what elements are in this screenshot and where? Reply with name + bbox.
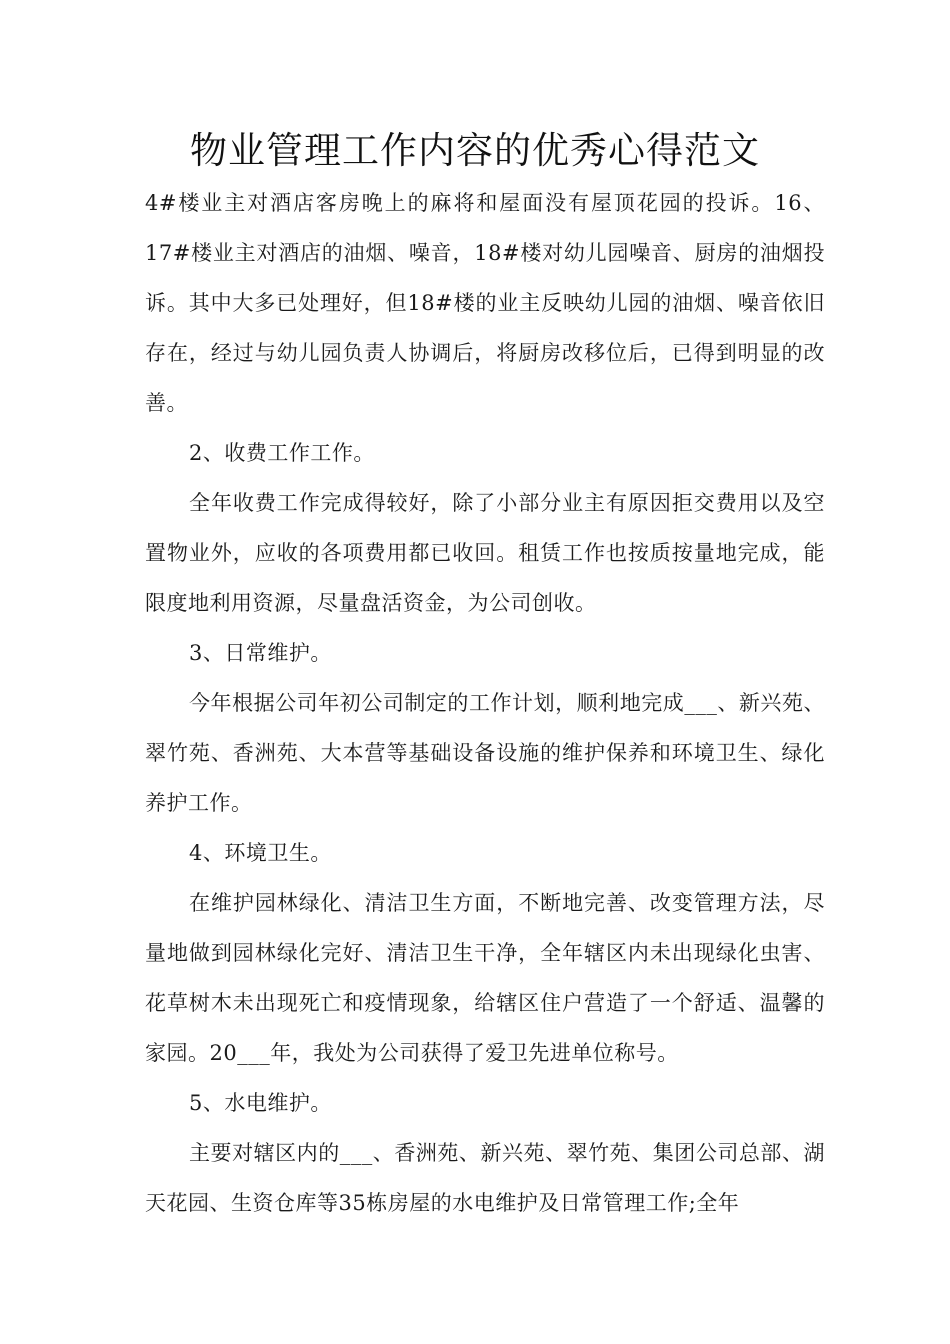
paragraph-utilities: 主要对辖区内的___、香洲苑、新兴苑、翠竹苑、集团公司总部、湖天花园、生资仓库等35栋房屋的水电维护及日常管理工作;全年 — [145, 1141, 825, 1215]
section-heading-environment: 4、环境卫生。 — [189, 841, 332, 865]
document-title: 物业管理工作内容的优秀心得范文 — [190, 129, 760, 172]
section-heading-fees: 2、收费工作工作。 — [189, 441, 375, 465]
section-heading-utilities: 5、水电维护。 — [189, 1091, 332, 1115]
paragraph-environment: 在维护园林绿化、清洁卫生方面，不断地完善、改变管理方法，尽量地做到园林绿化完好、清洁卫生干净，全年辖区内未出现绿化虫害、花草树木未出现死亡和疫情现象，给辖区住户营造了一个舒适、温馨的家园。20___年，我处为公司获得了爱卫先进单位称号。 — [145, 891, 825, 1065]
section-heading-maintenance: 3、日常维护。 — [189, 641, 332, 665]
document-body — [145, 178, 825, 1228]
paragraph-fees: 全年收费工作完成得较好，除了小部分业主有原因拒交费用以及空置物业外，应收的各项费用都已收回。租赁工作也按质按量地完成，能限度地利用资源，尽量盘活资金，为公司创收。 — [145, 491, 825, 615]
paragraph-maintenance: 今年根据公司年初公司制定的工作计划，顺利地完成___、新兴苑、翠竹苑、香洲苑、大本营等基础设备设施的维护保养和环境卫生、绿化养护工作。 — [145, 691, 825, 815]
paragraph-complaints: 4#楼业主对酒店客房晚上的麻将和屋面没有屋顶花园的投诉。16、17#楼业主对酒店的油烟、噪音，18#楼对幼儿园噪音、厨房的油烟投诉。其中大多已处理好，但18#楼的业主反映幼儿园的油烟、噪音依旧存在，经过与幼儿园负责人协调后，将厨房改移位后，已得到明显的改善。 — [145, 191, 825, 415]
